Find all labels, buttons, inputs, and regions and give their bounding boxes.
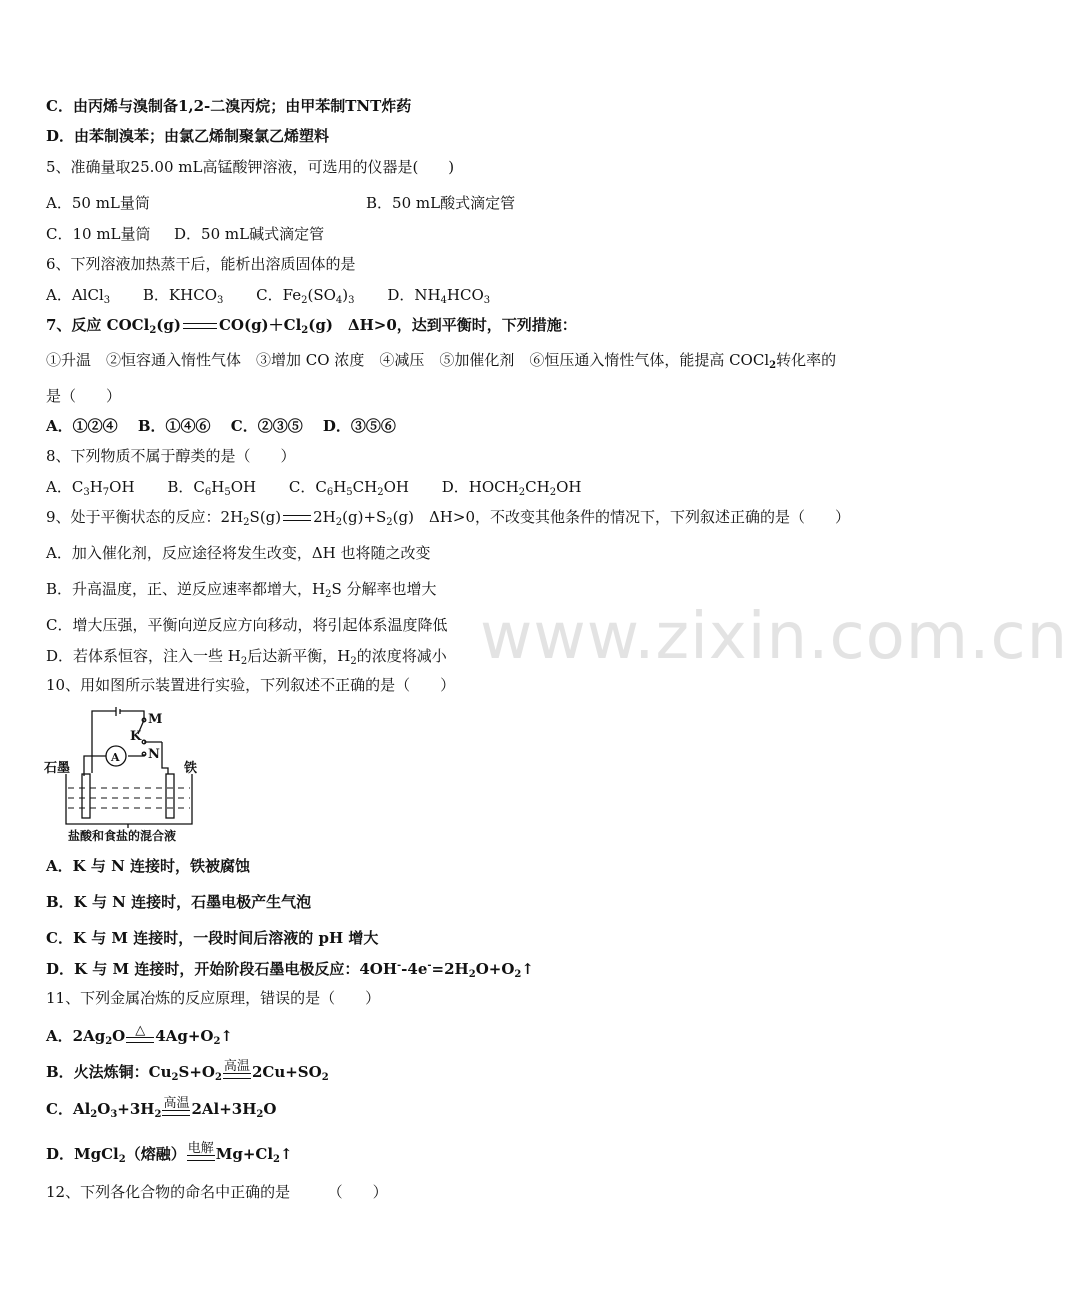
figure-label-k: K <box>130 729 142 744</box>
q8-option-c: C．$C_6H_5CH_2OH$ <box>288 478 409 498</box>
q8-option-a: A．$C_3H_7OH$ <box>46 478 135 498</box>
q9-option-b: B．升高温度，正、逆反应速率都增大，$H_2S$ 分解率也增大 <box>46 580 437 600</box>
q6-option-d: D．$NH_4HCO_3$ <box>387 286 491 306</box>
q11-stem: 11、下列金属冶炼的反应原理，错误的是（ ） <box>46 989 381 1007</box>
q10-option-c: C．K 与 M 连接时，一段时间后溶液的 pH 增大 <box>46 929 379 947</box>
figure-label-m: M <box>148 712 163 727</box>
q10-option-a: A．K 与 N 连接时，铁被腐蚀 <box>46 857 251 875</box>
electrolysis-apparatus-figure <box>44 706 214 846</box>
q5-option-b: B．50 mL酸式滴定管 <box>366 194 516 212</box>
q7-stem: 7、反应 COCl$_2$(g) $CO(g)+Cl_2(g)$ ΔH>0，达到平衡时，下列措施： <box>46 316 577 336</box>
q5-option-c: C．10 mL量筒 <box>46 225 151 243</box>
heat-condition: △ <box>126 1024 154 1046</box>
q8-option-b: B．$C_6H_5OH$ <box>167 478 257 498</box>
q5-option-d: D．50 mL碱式滴定管 <box>174 225 325 243</box>
electrolysis-condition: 电解 <box>187 1142 215 1164</box>
q4-option-d: D．由苯制溴苯；由氯乙烯制聚氯乙烯塑料 <box>46 127 330 145</box>
q9-stem: 9、处于平衡状态的反应：$2H_2S(g)$ $2H_2(g)+S_2(g)$ ΔH>0，不改变其他条件的情况下，下列叙述正确的是（ ） <box>46 508 851 528</box>
q4-option-c: C．由丙烯与溴制备1,2-二溴丙烷；由甲苯制TNT炸药 <box>46 97 412 115</box>
q7-measures: ①升温 ②恒容通入惰性气体 ③增加 CO 浓度 ④减压 ⑤加催化剂 ⑥恒压通入惰性气体，能提高 COCl$_2$转化率的 <box>46 351 837 371</box>
q12-stem: 12、下列各化合物的命名中正确的是 （ ） <box>46 1183 388 1201</box>
q10-stem: 10、用如图所示装置进行实验，下列叙述不正确的是（ ） <box>46 676 456 694</box>
q11-option-c: C．$Al_2O_3+3H_2$ 高温 $2Al+3H_2O$ <box>46 1096 277 1120</box>
q8-options <box>46 477 581 497</box>
q9-option-c: C．增大压强，平衡向逆反应方向移动，将引起体系温度降低 <box>46 616 448 634</box>
q8-option-d: D．$HOCH_2CH_2OH$ <box>441 478 582 498</box>
q6-options <box>46 285 490 305</box>
q6-option-b: B．$KHCO_3$ <box>142 286 224 306</box>
high-temp-condition: 高温 <box>162 1097 190 1119</box>
q10-option-b: B．K 与 N 连接时，石墨电极产生气泡 <box>46 893 312 911</box>
watermark: www.zixin.com.cn <box>480 600 1068 674</box>
q7-stem-continued: 是（ ） <box>46 387 122 405</box>
equilibrium-arrow-icon <box>183 320 217 332</box>
figure-label-graphite: 石墨 <box>44 761 71 776</box>
q9-option-d: D．若体系恒容，注入一些 $H_2$后达新平衡，$H_2$的浓度将减小 <box>46 647 447 667</box>
q11-option-d: D．MgCl$_2$（熔融） 电解 $Mg+Cl_2↑$ <box>46 1141 293 1165</box>
q11-option-b: B．火法炼铜：$Cu_2S+O_2$ 高温 $2Cu+SO_2$ <box>46 1059 329 1083</box>
q6-option-a: A．AlCl$_3$ <box>46 286 111 306</box>
q6-option-c: C．$Fe_2(SO_4)_3$ <box>256 286 355 306</box>
figure-label-n: N <box>148 747 160 762</box>
q8-stem: 8、下列物质不属于醇类的是（ ） <box>46 447 296 465</box>
q9-option-a: A．加入催化剂，反应途径将发生改变，ΔH 也将随之改变 <box>46 544 431 562</box>
ammeter-label: A <box>111 751 120 764</box>
q7-options: A．①②④ B．①④⑥ C．②③⑤ D．③⑤⑥ <box>46 417 396 435</box>
equilibrium-arrow-icon <box>283 512 311 524</box>
q10-option-d: D．K 与 M 连接时，开始阶段石墨电极反应：$4OH^--4e^-=2H_2O+O_2↑$ <box>46 960 534 980</box>
figure-caption: 盐酸和食盐的混合液 <box>68 829 177 843</box>
high-temp-condition: 高温 <box>223 1060 251 1082</box>
q6-stem: 6、下列溶液加热蒸干后，能析出溶质固体的是 <box>46 255 356 273</box>
q5-stem: 5、准确量取25.00 mL高锰酸钾溶液，可选用的仪器是( ) <box>46 158 455 176</box>
q11-option-a: A．$2Ag_2O$ △ $4Ag+O_2↑$ <box>46 1023 233 1047</box>
figure-label-iron: 铁 <box>184 761 198 776</box>
q5-option-a: A．50 mL量筒 <box>46 194 150 212</box>
